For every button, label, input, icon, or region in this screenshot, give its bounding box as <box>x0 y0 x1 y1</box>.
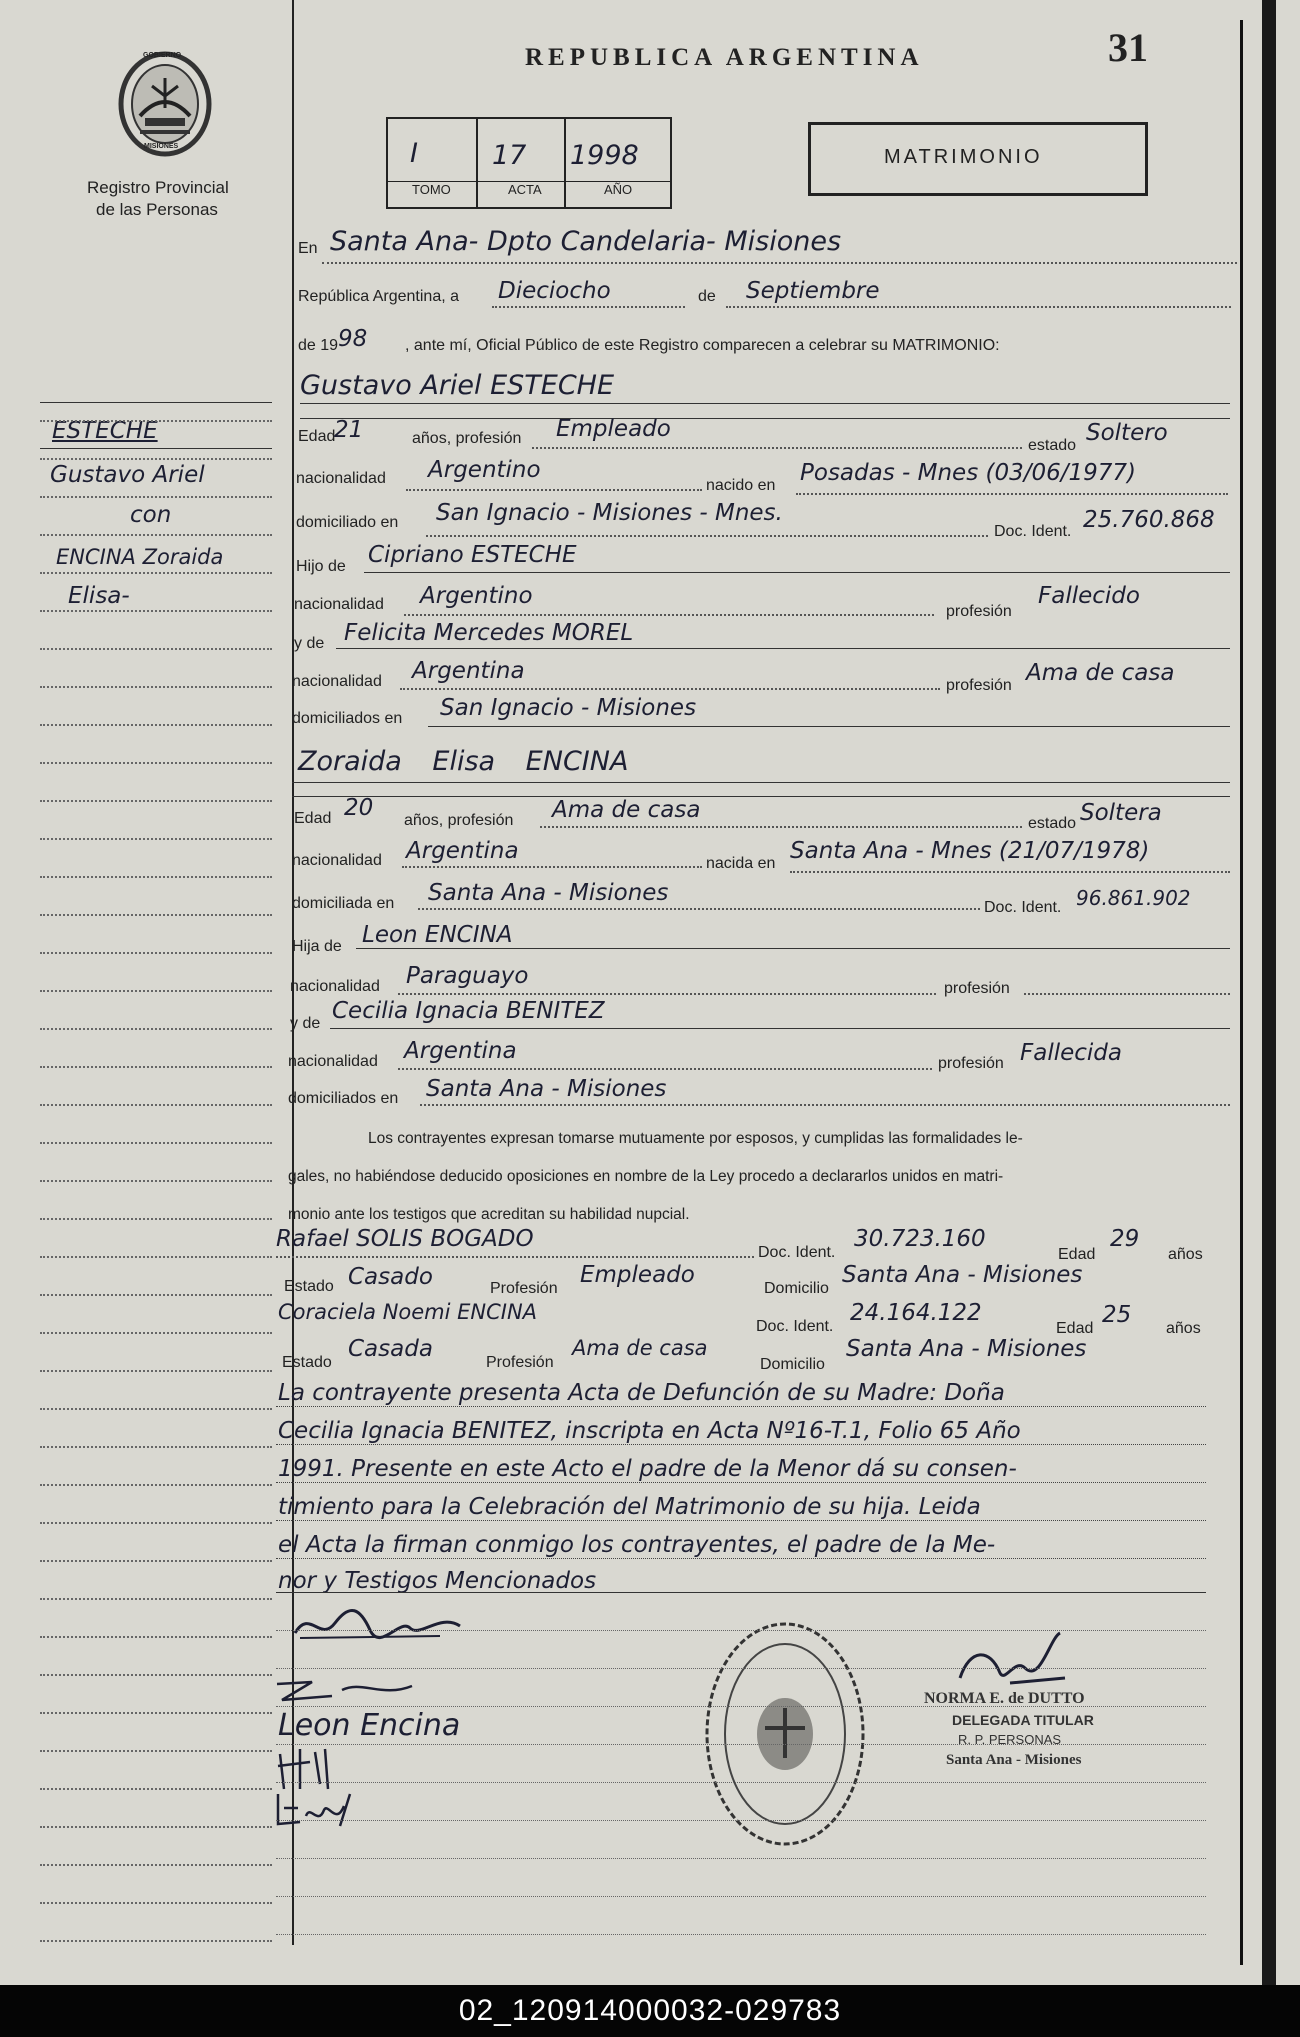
groom-y-de-label: y de <box>294 635 325 652</box>
margin-rule <box>40 1446 272 1448</box>
body-rule <box>276 1858 1206 1859</box>
margin-rule <box>40 1750 272 1752</box>
year-suffix: 98 <box>338 326 368 352</box>
signature-2 <box>272 1672 422 1708</box>
bride-father-nationality: Paraguayo <box>406 963 529 989</box>
margin-rule <box>40 1332 272 1334</box>
groom-edad-label: Edad <box>298 428 336 445</box>
margin-rule <box>40 420 272 422</box>
seal-bottom-text: MISIONES <box>144 143 179 150</box>
groom-profession: Empleado <box>556 416 671 442</box>
margin-rule <box>40 1142 272 1144</box>
tomo-value: I <box>410 138 418 169</box>
groom-civil-status: Soltero <box>1086 420 1168 446</box>
groom-profession-label: años, profesión <box>412 430 522 447</box>
margin-rule <box>40 610 272 612</box>
declaration-line1: Los contrayentes expresan tomarse mutuamente por esposos, y cumplidas las formalidades le- <box>368 1130 1023 1147</box>
anio-value: 1998 <box>570 140 639 171</box>
body-rule <box>276 1896 1206 1897</box>
groom-mother-nationality-label: nacionalidad <box>292 673 382 690</box>
margin-rule <box>40 1256 272 1258</box>
day: Dieciocho <box>498 278 611 304</box>
rule <box>276 1592 1206 1593</box>
margin-rule <box>40 1940 272 1942</box>
bride-mother-nationality: Argentina <box>404 1038 517 1064</box>
margin-rule <box>40 1180 272 1182</box>
official-stamp-line2: DELEGADA TITULAR <box>952 1712 1094 1728</box>
groom-nacido-label: nacido en <box>706 477 776 494</box>
rule <box>790 871 1230 873</box>
year-prefix: de 19 <box>298 337 339 354</box>
image-code: 02_120914000032-029783 <box>458 1994 842 2027</box>
bride-parents-domicile-label: domiciliados en <box>288 1090 399 1107</box>
margin-rule <box>40 572 272 574</box>
witness-2-doc-label: Doc. Ident. <box>756 1318 834 1335</box>
body-rule <box>276 1820 1206 1821</box>
rule <box>420 1104 1230 1106</box>
official-stamp-line3: R. P. PERSONAS <box>958 1732 1062 1747</box>
witness-1-doc-label: Doc. Ident. <box>758 1244 836 1261</box>
groom-father-profession: Fallecido <box>1038 583 1140 609</box>
body-rule <box>276 1706 1206 1707</box>
rule <box>428 726 1230 727</box>
bride-father-nationality-label: nacionalidad <box>290 978 380 995</box>
declaration-line3: monio ante los testigos que acreditan su habilidad nupcial. <box>288 1206 690 1223</box>
bride-profession-label: años, profesión <box>404 812 514 829</box>
margin-rule <box>40 686 272 688</box>
bride-doc-number: 96.861.902 <box>1076 886 1191 910</box>
margin-rule <box>40 838 272 840</box>
bride-birthplace: Santa Ana - Mnes (21/07/1978) <box>790 838 1150 864</box>
witness-2-domicile: Santa Ana - Misiones <box>846 1336 1087 1362</box>
acta-value: 17 <box>492 140 527 171</box>
signature-4 <box>270 1786 380 1832</box>
bride-parents-domicile: Santa Ana - Misiones <box>426 1076 667 1102</box>
margin-rule <box>40 1598 272 1600</box>
notes-line6: nor y Testigos Mencionados <box>278 1568 597 1594</box>
groom-mother-nationality: Argentina <box>412 658 525 684</box>
signature-leon-encina: Leon Encina <box>278 1708 461 1743</box>
witness-1-anos-label: años <box>1168 1246 1203 1263</box>
right-edge-rule <box>1240 20 1243 1965</box>
witness-2-anos-label: años <box>1166 1320 1201 1337</box>
margin-note-rule <box>40 402 272 403</box>
witness-2-age: 25 <box>1102 1302 1132 1328</box>
bride-edad-label: Edad <box>294 810 332 827</box>
notes-line2: Cecilia Ignacia BENITEZ, inscripta en Acta Nº16-T.1, Folio 65 Año <box>278 1418 1021 1444</box>
margin-note-line5: Elisa- <box>68 583 130 609</box>
rule <box>406 489 702 491</box>
rule <box>726 306 1231 308</box>
margin-rule <box>40 1902 272 1904</box>
groom-doc-number: 25.760.868 <box>1083 507 1215 533</box>
left-margin-rule <box>292 0 294 1945</box>
en-label: En <box>298 240 318 257</box>
margin-rule <box>40 952 272 954</box>
witness-2-estado-label: Estado <box>282 1354 332 1371</box>
margin-rule <box>40 1294 272 1296</box>
margin-rule <box>40 1408 272 1410</box>
registry-name-line1: Registro Provincial <box>87 178 229 197</box>
witness-1-doc-number: 30.723.160 <box>854 1226 986 1252</box>
body-rule <box>276 1782 1206 1783</box>
rule <box>300 418 1230 419</box>
intro-statement: , ante mí, Oficial Público de este Registro comparecen a celebrar su MATRIMONIO: <box>405 337 1000 354</box>
rule <box>356 948 1230 949</box>
groom-father-nationality: Argentino <box>420 583 533 609</box>
groom-father-nationality-label: nacionalidad <box>294 596 384 613</box>
seal-top-text: GOBIERNO <box>143 52 182 59</box>
notes-line1: La contrayente presenta Acta de Defunción de su Madre: Doña <box>278 1380 1005 1406</box>
groom-nationality: Argentino <box>428 457 541 483</box>
notes-line5: el Acta la firman conmigo los contrayentes, el padre de la Me- <box>278 1532 996 1558</box>
bride-nacida-label: nacida en <box>706 855 776 872</box>
witness-2-doc-number: 24.164.122 <box>850 1300 982 1326</box>
notes-line4: timiento para la Celebración del Matrimonio de su hija. Leida <box>278 1494 981 1520</box>
signature-1 <box>290 1598 480 1648</box>
groom-mother: Felicita Mercedes MOREL <box>344 620 634 646</box>
margin-note-line4: ENCINA Zoraida <box>56 545 224 569</box>
country-title: REPUBLICA ARGENTINA <box>525 44 924 71</box>
margin-rule <box>40 1484 272 1486</box>
groom-birthplace: Posadas - Mnes (03/06/1977) <box>800 460 1136 486</box>
groom-age: 21 <box>334 417 364 443</box>
groom-full-name: Gustavo Ariel ESTECHE <box>300 370 615 401</box>
groom-parents-domicile: San Ignacio - Misiones <box>440 695 697 721</box>
margin-rule <box>40 458 272 460</box>
rule <box>276 1482 1206 1483</box>
margin-note-rule <box>40 448 272 449</box>
margin-rule <box>40 1712 272 1714</box>
rule <box>532 447 1022 449</box>
margin-rule <box>40 1370 272 1372</box>
rule <box>300 403 1230 404</box>
republica-label: República Argentina, a <box>298 288 459 305</box>
anio-label: AÑO <box>604 182 633 197</box>
body-rule <box>276 1934 1206 1935</box>
groom-father-profession-label: profesión <box>946 603 1012 620</box>
groom-parents-domicile-label: domiciliados en <box>292 710 403 727</box>
bride-father: Leon ENCINA <box>362 922 513 948</box>
witness-1-profession-label: Profesión <box>490 1280 558 1297</box>
acta-label: ACTA <box>508 182 542 197</box>
groom-doc-label: Doc. Ident. <box>994 523 1072 540</box>
notes-line3: 1991. Presente en este Acto el padre de la Menor dá su consen- <box>278 1456 1017 1482</box>
rule <box>426 535 988 537</box>
margin-rule <box>40 1522 272 1524</box>
margin-rule <box>40 1674 272 1676</box>
rule <box>492 306 685 308</box>
page-number: 31 <box>1108 25 1148 70</box>
rule <box>276 1558 1206 1559</box>
margin-rule <box>40 724 272 726</box>
bride-mother: Cecilia Ignacia BENITEZ <box>332 998 605 1024</box>
margin-rule <box>40 1560 272 1562</box>
official-stamp-line4: Santa Ana - Misiones <box>946 1752 1082 1768</box>
witness-1-edad-label: Edad <box>1058 1246 1096 1263</box>
rule <box>1024 993 1230 995</box>
rule <box>418 908 980 910</box>
margin-rule <box>40 800 272 802</box>
margin-rule <box>40 648 272 650</box>
groom-mother-profession-label: profesión <box>946 677 1012 694</box>
margin-note-line3: con <box>130 502 172 528</box>
witness-1-estado-label: Estado <box>284 1278 334 1295</box>
bride-hija-label: Hija de <box>292 938 342 955</box>
rule <box>322 262 1237 264</box>
margin-rule <box>40 1104 272 1106</box>
groom-father: Cipriano ESTECHE <box>368 542 577 568</box>
margin-rule <box>40 876 272 878</box>
rule <box>540 826 1022 828</box>
rule <box>336 648 1230 649</box>
witness-1-age: 29 <box>1110 1226 1140 1252</box>
groom-estado-label: estado <box>1028 437 1077 454</box>
body-rule <box>276 1744 1206 1745</box>
place: Santa Ana- Dpto Candelaria- Misiones <box>330 226 842 257</box>
witness-1-name: Rafael SOLIS BOGADO <box>276 1226 534 1252</box>
rule <box>292 782 1230 783</box>
witness-1-domicile-label: Domicilio <box>764 1280 829 1297</box>
official-signature <box>950 1628 1080 1698</box>
margin-rule <box>40 762 272 764</box>
rule <box>330 1028 1230 1029</box>
margin-rule <box>40 1636 272 1638</box>
rule <box>398 993 936 995</box>
bride-mother-profession-label: profesión <box>938 1055 1004 1072</box>
bride-y-de-label: y de <box>290 1015 321 1032</box>
image-code-bar <box>0 1985 1300 2037</box>
bride-nationality-label: nacionalidad <box>292 852 382 869</box>
groom-hijo-label: Hijo de <box>296 558 346 575</box>
rule <box>364 572 1230 573</box>
month: Septiembre <box>746 278 880 304</box>
margin-rule <box>40 1826 272 1828</box>
official-stamp-line1: NORMA E. de DUTTO <box>924 1690 1085 1707</box>
witness-1-profession: Empleado <box>580 1262 695 1288</box>
rule <box>276 1444 1206 1445</box>
rule <box>398 1068 932 1070</box>
bride-age: 20 <box>344 795 374 821</box>
margin-rule <box>40 1028 272 1030</box>
margin-rule <box>40 990 272 992</box>
witness-1-civil-status: Casado <box>348 1264 433 1290</box>
bride-father-profession-label: profesión <box>944 980 1010 997</box>
margin-note-line2: Gustavo Ariel <box>50 462 205 488</box>
rule <box>292 796 1230 797</box>
bride-civil-status: Soltera <box>1080 800 1162 826</box>
margin-rule <box>40 1788 272 1790</box>
page-edge-shadow <box>1262 0 1276 1985</box>
margin-note-line1: ESTECHE <box>52 418 158 444</box>
groom-nationality-label: nacionalidad <box>296 470 386 487</box>
groom-domicile-label: domiciliado en <box>296 514 399 531</box>
margin-rule <box>40 1218 272 1220</box>
margin-rule <box>40 914 272 916</box>
bride-domicile: Santa Ana - Misiones <box>428 880 669 906</box>
rule <box>400 688 940 690</box>
witness-2-profession-label: Profesión <box>486 1354 554 1371</box>
body-rule <box>276 1630 1206 1631</box>
witness-2-domicile-label: Domicilio <box>760 1356 825 1373</box>
groom-domicile: San Ignacio - Misiones - Mnes. <box>436 500 783 526</box>
rule <box>402 866 702 868</box>
bride-doc-label: Doc. Ident. <box>984 899 1062 916</box>
bride-profession: Ama de casa <box>552 797 701 823</box>
rule <box>276 1256 754 1258</box>
margin-rule <box>40 496 272 498</box>
declaration-line2: gales, no habiéndose deducido oposiciones en nombre de la Ley procedo a declararlos unidos en matri- <box>288 1168 1004 1185</box>
witness-2-edad-label: Edad <box>1056 1320 1094 1337</box>
witness-1-domicile: Santa Ana - Misiones <box>842 1262 1083 1288</box>
margin-rule <box>40 1864 272 1866</box>
margin-rule <box>40 1066 272 1068</box>
groom-mother-profession: Ama de casa <box>1026 660 1175 686</box>
rule <box>404 614 934 616</box>
bride-nationality: Argentina <box>406 838 519 864</box>
bride-mother-profession: Fallecida <box>1020 1040 1122 1066</box>
margin-rule <box>40 534 272 536</box>
registry-name-line2: de las Personas <box>96 200 218 219</box>
witness-2-civil-status: Casada <box>348 1336 433 1362</box>
rule <box>796 493 1228 495</box>
official-seal-stamp <box>700 1618 870 1850</box>
tomo-label: TOMO <box>412 182 451 197</box>
de-label: de <box>698 288 716 305</box>
bride-full-name: Zoraida Elisa ENCINA <box>298 746 629 777</box>
bride-mother-nationality-label: nacionalidad <box>288 1053 378 1070</box>
rule <box>276 1406 1206 1407</box>
record-type: MATRIMONIO <box>884 146 1043 168</box>
witness-2-name: Coraciela Noemi ENCINA <box>278 1300 538 1324</box>
witness-2-profession: Ama de casa <box>572 1336 708 1360</box>
body-rule <box>276 1668 1206 1669</box>
rule <box>276 1520 1206 1521</box>
bride-estado-label: estado <box>1028 815 1077 832</box>
bride-domicile-label: domiciliada en <box>292 895 395 912</box>
